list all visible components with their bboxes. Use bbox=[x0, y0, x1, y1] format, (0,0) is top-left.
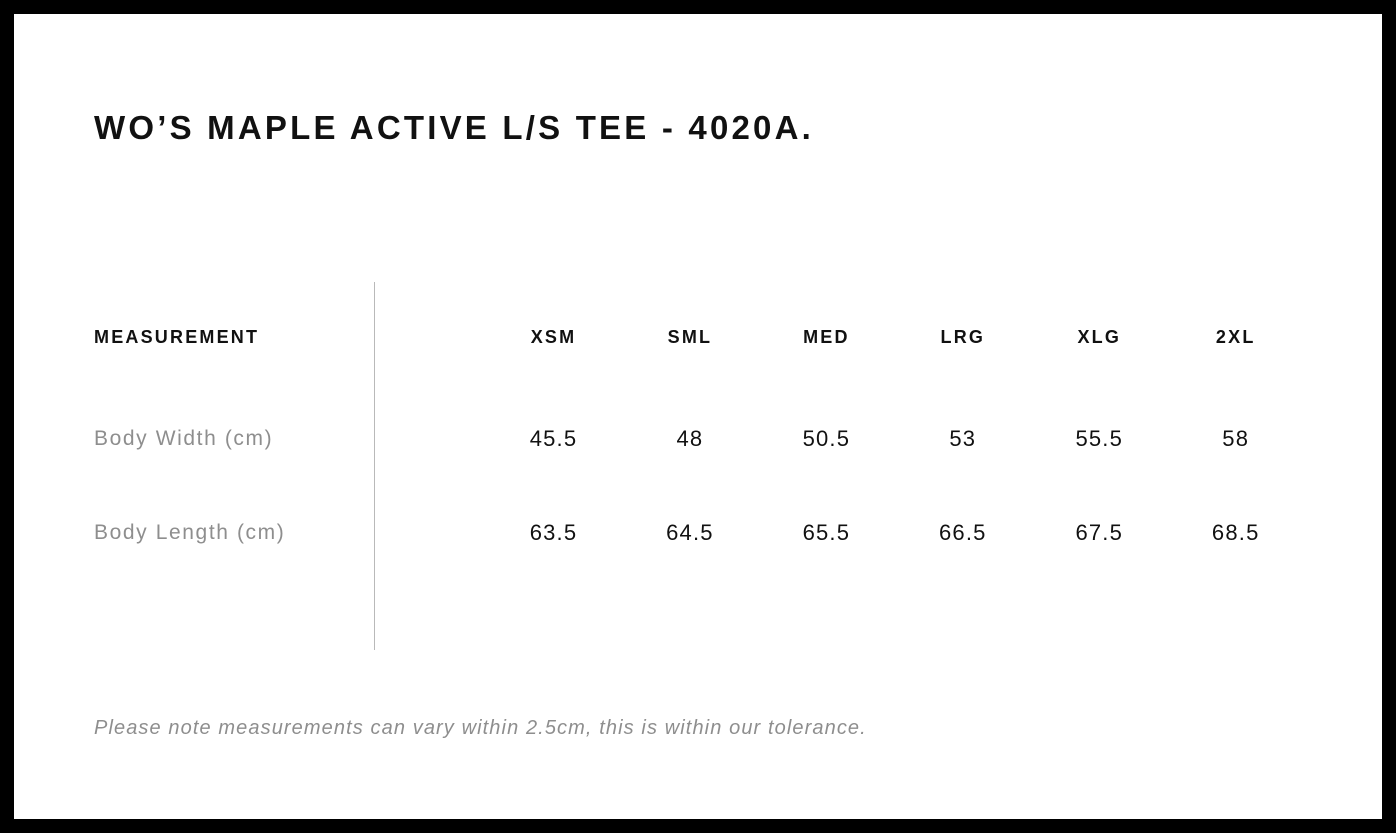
column-header-size-xsm: XSM bbox=[530, 326, 577, 347]
tolerance-note: Please note measurements can vary within 2.5cm, this is within our tolerance. bbox=[94, 717, 867, 739]
column-header-measurement: MEASUREMENT bbox=[94, 326, 260, 347]
table-header-row bbox=[94, 282, 1304, 392]
cell-body-length-lrg: 66.5 bbox=[939, 520, 987, 545]
cell-body-width-sml: 48 bbox=[676, 426, 704, 451]
column-header-size-xlg: XLG bbox=[1077, 326, 1122, 347]
row-label-body-length: Body Length (cm) bbox=[94, 521, 286, 544]
row-label-body-width: Body Width (cm) bbox=[94, 427, 274, 450]
size-chart-page bbox=[14, 14, 1382, 819]
cell-body-length-xsm: 63.5 bbox=[529, 520, 578, 545]
cell-body-width-2xl: 58 bbox=[1222, 426, 1250, 451]
cell-body-width-xlg: 55.5 bbox=[1075, 426, 1124, 451]
size-table bbox=[94, 282, 1304, 580]
cell-body-width-med: 50.5 bbox=[802, 426, 851, 451]
column-header-size-lrg: LRG bbox=[940, 326, 986, 347]
table-row bbox=[94, 486, 1304, 580]
cell-body-length-2xl: 68.5 bbox=[1211, 520, 1260, 545]
table-row bbox=[94, 392, 1304, 486]
cell-body-length-med: 65.5 bbox=[802, 520, 851, 545]
size-table-container bbox=[94, 282, 1304, 580]
column-header-size-sml: SML bbox=[667, 326, 713, 347]
cell-body-length-sml: 64.5 bbox=[666, 520, 714, 545]
cell-body-width-lrg: 53 bbox=[949, 426, 977, 451]
cell-body-length-xlg: 67.5 bbox=[1075, 520, 1124, 545]
column-header-size-2xl: 2XL bbox=[1215, 326, 1256, 347]
cell-body-width-xsm: 45.5 bbox=[529, 426, 578, 451]
page-title: WO’S MAPLE ACTIVE L/S TEE - 4020A. bbox=[94, 109, 815, 146]
column-header-size-med: MED bbox=[803, 326, 850, 347]
